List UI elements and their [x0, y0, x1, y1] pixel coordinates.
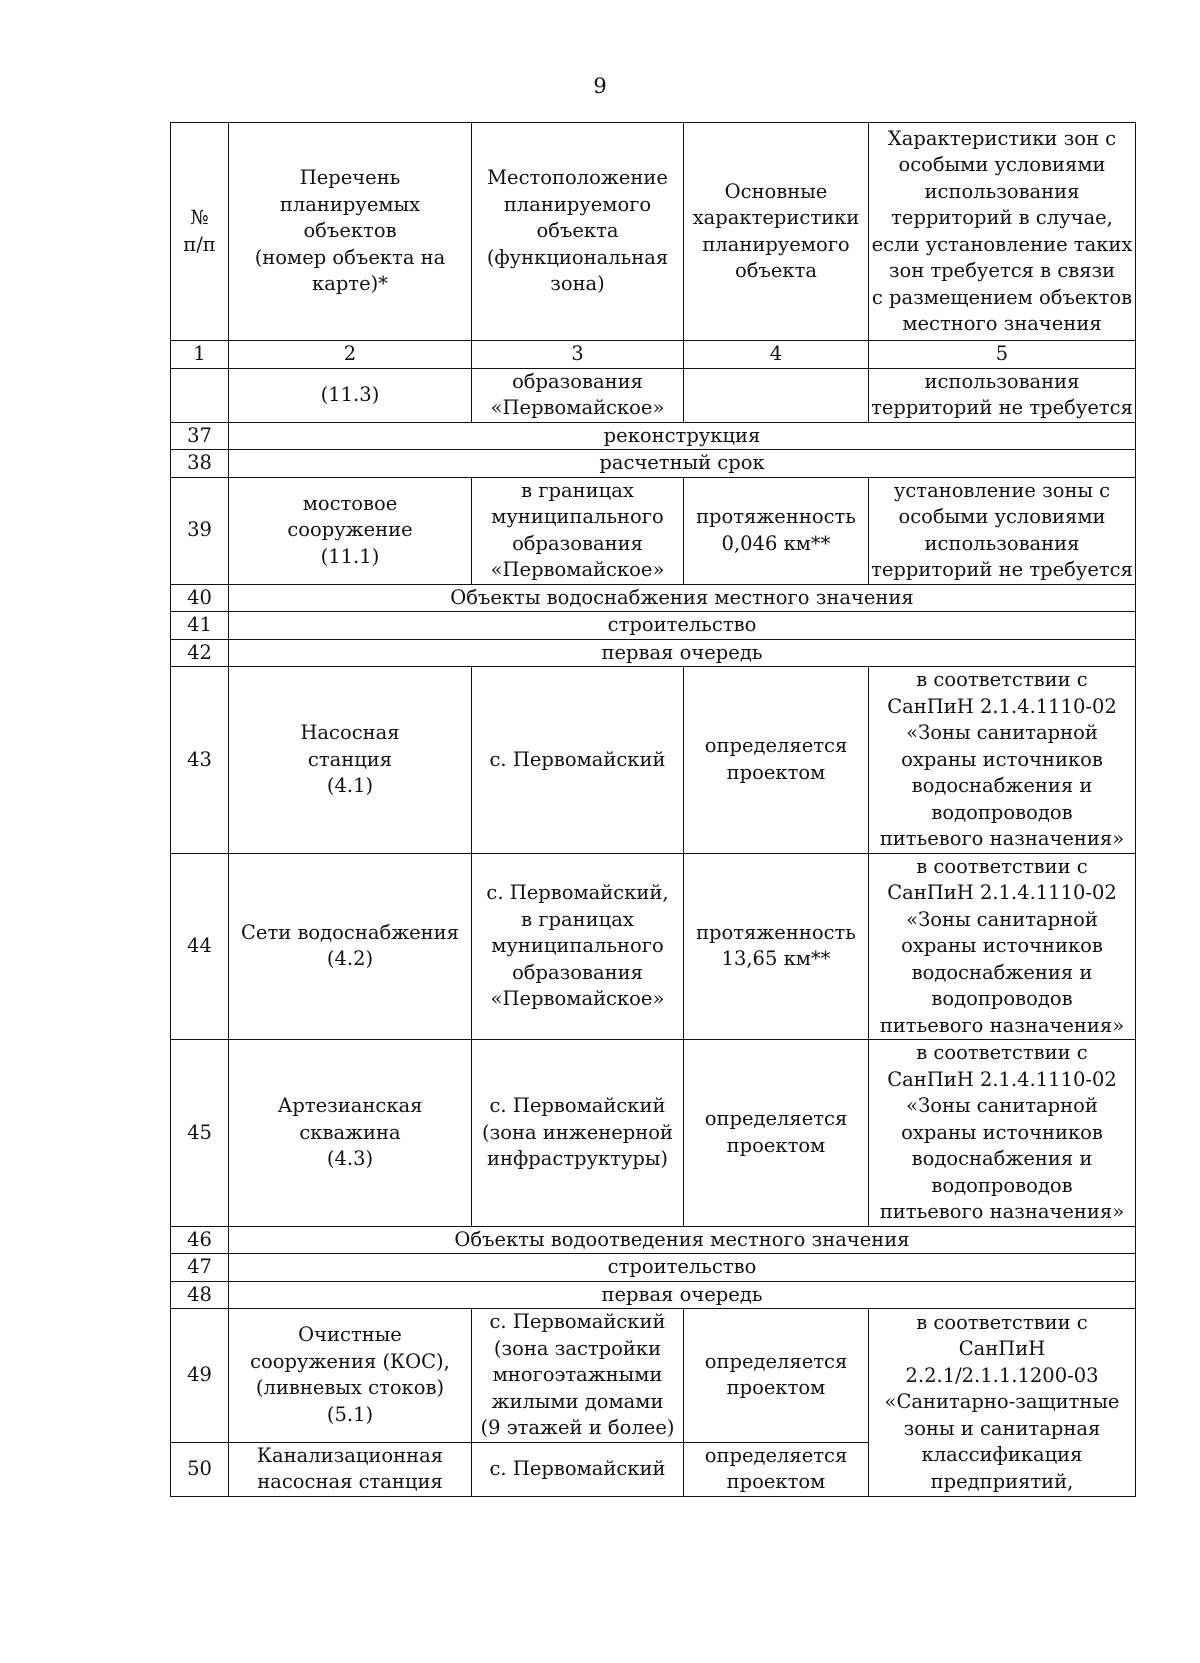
zone-characteristics: в соответствии с СанПиН 2.2.1/2.1.1.1200-03 «Санитарно-защитные зоны и санитарная классификация предприятий,: [869, 1309, 1136, 1497]
object-name: мостовое сооружение (11.1): [229, 477, 472, 584]
section-heading: реконструкция: [229, 422, 1136, 450]
table-row: [171, 584, 1136, 612]
section-heading: первая очередь: [229, 639, 1136, 667]
row-number: 46: [171, 1226, 229, 1254]
header-characteristics: Основные характеристики планируемого объекта: [684, 123, 869, 341]
table-row: [171, 1226, 1136, 1254]
section-heading: Объекты водоснабжения местного значения: [229, 584, 1136, 612]
object-location: образования «Первомайское»: [472, 368, 684, 422]
object-location: с. Первомайский (зона инженерной инфраструктуры): [472, 1040, 684, 1227]
object-characteristics: определяется проектом: [684, 667, 869, 854]
row-number: 45: [171, 1040, 229, 1227]
row-number: 49: [171, 1309, 229, 1443]
row-number: 43: [171, 667, 229, 854]
object-name: Канализационная насосная станция: [229, 1442, 472, 1496]
object-location: с. Первомайский: [472, 667, 684, 854]
zone-characteristics: в соответствии с СанПиН 2.1.4.1110-02 «Зоны санитарной охраны источников водоснабжения и водопроводов питьевого назначения»: [869, 667, 1136, 854]
table-row: [171, 368, 1136, 422]
zone-characteristics: в соответствии с СанПиН 2.1.4.1110-02 «Зоны санитарной охраны источников водоснабжения и водопроводов питьевого назначения»: [869, 853, 1136, 1040]
object-characteristics: определяется проектом: [684, 1040, 869, 1227]
object-location: с. Первомайский (зона застройки многоэтажными жилыми домами (9 этажей и более): [472, 1309, 684, 1443]
column-number: 3: [472, 341, 684, 369]
zone-characteristics: использования территорий не требуется: [869, 368, 1136, 422]
section-heading: Объекты водоотведения местного значения: [229, 1226, 1136, 1254]
column-number: 5: [869, 341, 1136, 369]
planned-objects-table: [170, 122, 1136, 1497]
object-name: Насосная станция (4.1): [229, 667, 472, 854]
row-number: 40: [171, 584, 229, 612]
object-characteristics: протяженность 0,046 км**: [684, 477, 869, 584]
table-row: [171, 1040, 1136, 1227]
table-row: [171, 1254, 1136, 1282]
section-heading: первая очередь: [229, 1281, 1136, 1309]
table-row: [171, 1281, 1136, 1309]
zone-characteristics: в соответствии с СанПиН 2.1.4.1110-02 «Зоны санитарной охраны источников водоснабжения и водопроводов питьевого назначения»: [869, 1040, 1136, 1227]
object-location: с. Первомайский, в границах муниципального образования «Первомайское»: [472, 853, 684, 1040]
object-name: Очистные сооружения (КОС), (ливневых стоков) (5.1): [229, 1309, 472, 1443]
row-number: 47: [171, 1254, 229, 1282]
section-heading: расчетный срок: [229, 450, 1136, 478]
column-number: 1: [171, 341, 229, 369]
object-location: в границах муниципального образования «Первомайское»: [472, 477, 684, 584]
header-zone-characteristics: Характеристики зон с особыми условиями использования территорий в случае, если установление таких зон требуется в связи с размещением объектов местного значения: [869, 123, 1136, 341]
object-name: Сети водоснабжения (4.2): [229, 853, 472, 1040]
column-number-row: [171, 341, 1136, 369]
row-number: 42: [171, 639, 229, 667]
table-row: [171, 667, 1136, 854]
section-heading: строительство: [229, 1254, 1136, 1282]
header-location: Местоположение планируемого объекта (функциональная зона): [472, 123, 684, 341]
table-body: [171, 368, 1136, 1496]
page-number: 9: [593, 74, 607, 98]
row-number: 41: [171, 612, 229, 640]
table-row: [171, 422, 1136, 450]
section-heading: строительство: [229, 612, 1136, 640]
row-number: 38: [171, 450, 229, 478]
column-number: 2: [229, 341, 472, 369]
object-characteristics: [684, 368, 869, 422]
object-location: с. Первомайский: [472, 1442, 684, 1496]
header-number: № п/п: [171, 123, 229, 341]
object-name: Артезианская скважина (4.3): [229, 1040, 472, 1227]
row-number: 48: [171, 1281, 229, 1309]
object-characteristics: протяженность 13,65 км**: [684, 853, 869, 1040]
table-row: [171, 450, 1136, 478]
table-header-row: [171, 123, 1136, 341]
row-number: 39: [171, 477, 229, 584]
row-number: 50: [171, 1442, 229, 1496]
table-row: [171, 639, 1136, 667]
table-row: [171, 477, 1136, 584]
row-number: [171, 368, 229, 422]
row-number: 37: [171, 422, 229, 450]
table-row: [171, 1309, 1136, 1443]
row-number: 44: [171, 853, 229, 1040]
column-number: 4: [684, 341, 869, 369]
zone-characteristics: установление зоны с особыми условиями использования территорий не требуется: [869, 477, 1136, 584]
object-characteristics: определяется проектом: [684, 1442, 869, 1496]
table-row: [171, 853, 1136, 1040]
object-characteristics: определяется проектом: [684, 1309, 869, 1443]
table-row: [171, 612, 1136, 640]
object-name: (11.3): [229, 368, 472, 422]
header-objects-list: Перечень планируемых объектов (номер объекта на карте)*: [229, 123, 472, 341]
